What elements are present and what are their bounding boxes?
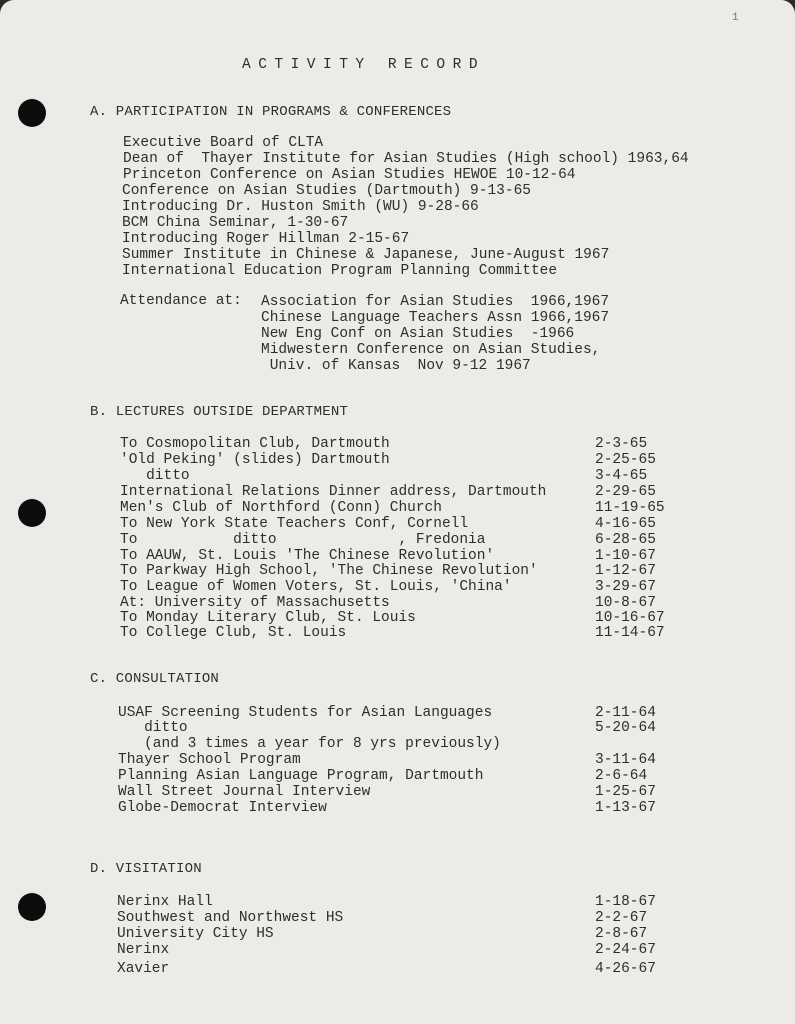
binder-hole-middle xyxy=(18,499,46,527)
table-row-text: To New York State Teachers Conf, Cornell xyxy=(120,516,469,532)
section-a-heading: A. PARTICIPATION IN PROGRAMS & CONFERENCES xyxy=(90,104,452,120)
table-row-date: 1-18-67 xyxy=(595,894,656,910)
list-item: Association for Asian Studies 1966,1967 xyxy=(261,294,610,310)
table-row-text: Globe-Democrat Interview xyxy=(118,800,327,816)
list-item: Univ. of Kansas Nov 9-12 1967 xyxy=(261,358,531,374)
table-row-date: 2-2-67 xyxy=(595,910,648,926)
table-row-date: 2-24-67 xyxy=(595,942,656,958)
table-row-text: USAF Screening Students for Asian Languages xyxy=(118,705,493,721)
table-row-text: To College Club, St. Louis xyxy=(120,625,347,641)
table-row-date: 2-11-64 xyxy=(595,705,656,721)
table-row-text: University City HS xyxy=(117,926,274,942)
table-row-text: Wall Street Journal Interview xyxy=(118,784,371,800)
section-d-heading: D. VISITATION xyxy=(90,861,202,877)
list-item: Executive Board of CLTA xyxy=(123,135,324,151)
table-row-date: 4-26-67 xyxy=(595,961,656,977)
table-row-text: To AAUW, St. Louis 'The Chinese Revolution' xyxy=(120,548,495,564)
table-row-text: 'Old Peking' (slides) Dartmouth xyxy=(120,452,390,468)
table-row-text: Thayer School Program xyxy=(118,752,301,768)
table-row-text: To Monday Literary Club, St. Louis xyxy=(120,610,416,626)
table-row-date: 11-14-67 xyxy=(595,625,665,641)
table-row-text: Southwest and Northwest HS xyxy=(117,910,344,926)
table-row-date: 2-3-65 xyxy=(595,436,648,452)
table-row-date: 2-6-64 xyxy=(595,768,648,784)
table-row-date: 5-20-64 xyxy=(595,720,656,736)
table-row-date: 3-11-64 xyxy=(595,752,656,768)
list-item: Introducing Roger Hillman 2-15-67 xyxy=(122,231,410,247)
table-row-date: 1-25-67 xyxy=(595,784,656,800)
list-item: Introducing Dr. Huston Smith (WU) 9-28-66 xyxy=(122,199,479,215)
list-item: New Eng Conf on Asian Studies -1966 xyxy=(261,326,575,342)
table-row-text: Men's Club of Northford (Conn) Church xyxy=(120,500,442,516)
list-item: Princeton Conference on Asian Studies HEWOE 10-12-64 xyxy=(123,167,576,183)
section-b-heading: B. LECTURES OUTSIDE DEPARTMENT xyxy=(90,404,349,420)
table-row-date: 6-28-65 xyxy=(595,532,656,548)
table-row-text: To Parkway High School, 'The Chinese Revolution' xyxy=(120,563,538,579)
table-row-date: 1-13-67 xyxy=(595,800,656,816)
table-row-text: Nerinx xyxy=(117,942,170,958)
attendance-label: Attendance at: xyxy=(120,293,242,309)
list-item: Chinese Language Teachers Assn 1966,1967 xyxy=(261,310,610,326)
table-row-date: 1-10-67 xyxy=(595,548,656,564)
table-row-date: 2-25-65 xyxy=(595,452,656,468)
section-c-heading: C. CONSULTATION xyxy=(90,671,220,687)
table-row-date: 3-29-67 xyxy=(595,579,656,595)
table-row-date: 3-4-65 xyxy=(595,468,648,484)
page-title: ACTIVITY RECORD xyxy=(242,57,486,73)
table-row-text: (and 3 times a year for 8 yrs previously) xyxy=(118,736,501,752)
table-row-text: ditto xyxy=(118,720,188,736)
table-row-date: 2-8-67 xyxy=(595,926,648,942)
list-item: Midwestern Conference on Asian Studies, xyxy=(261,342,601,358)
table-row-text: Xavier xyxy=(117,961,170,977)
table-row-date: 1-12-67 xyxy=(595,563,656,579)
table-row-text: To Cosmopolitan Club, Dartmouth xyxy=(120,436,390,452)
table-row-text: ditto xyxy=(120,468,190,484)
list-item: International Education Program Planning Committee xyxy=(122,263,558,279)
list-item: Dean of Thayer Institute for Asian Studies (High school) 1963,64 xyxy=(123,151,689,167)
table-row-date: 10-16-67 xyxy=(595,610,665,626)
binder-hole-bottom xyxy=(18,893,46,921)
list-item: BCM China Seminar, 1-30-67 xyxy=(122,215,349,231)
table-row-text: International Relations Dinner address, Dartmouth xyxy=(120,484,547,500)
binder-hole-top xyxy=(18,99,46,127)
list-item: Conference on Asian Studies (Dartmouth) 9-13-65 xyxy=(122,183,531,199)
table-row-text: Nerinx Hall xyxy=(117,894,213,910)
table-row-text: Planning Asian Language Program, Dartmouth xyxy=(118,768,484,784)
table-row-date: 11-19-65 xyxy=(595,500,665,516)
table-row-date: 10-8-67 xyxy=(595,595,656,611)
table-row-date: 4-16-65 xyxy=(595,516,656,532)
table-row-text: To ditto , Fredonia xyxy=(120,532,486,548)
page-mark: 1 xyxy=(732,12,739,24)
table-row-text: To League of Women Voters, St. Louis, 'China' xyxy=(120,579,512,595)
table-row-date: 2-29-65 xyxy=(595,484,656,500)
table-row-text: At: University of Massachusetts xyxy=(120,595,390,611)
list-item: Summer Institute in Chinese & Japanese, June-August 1967 xyxy=(122,247,610,263)
